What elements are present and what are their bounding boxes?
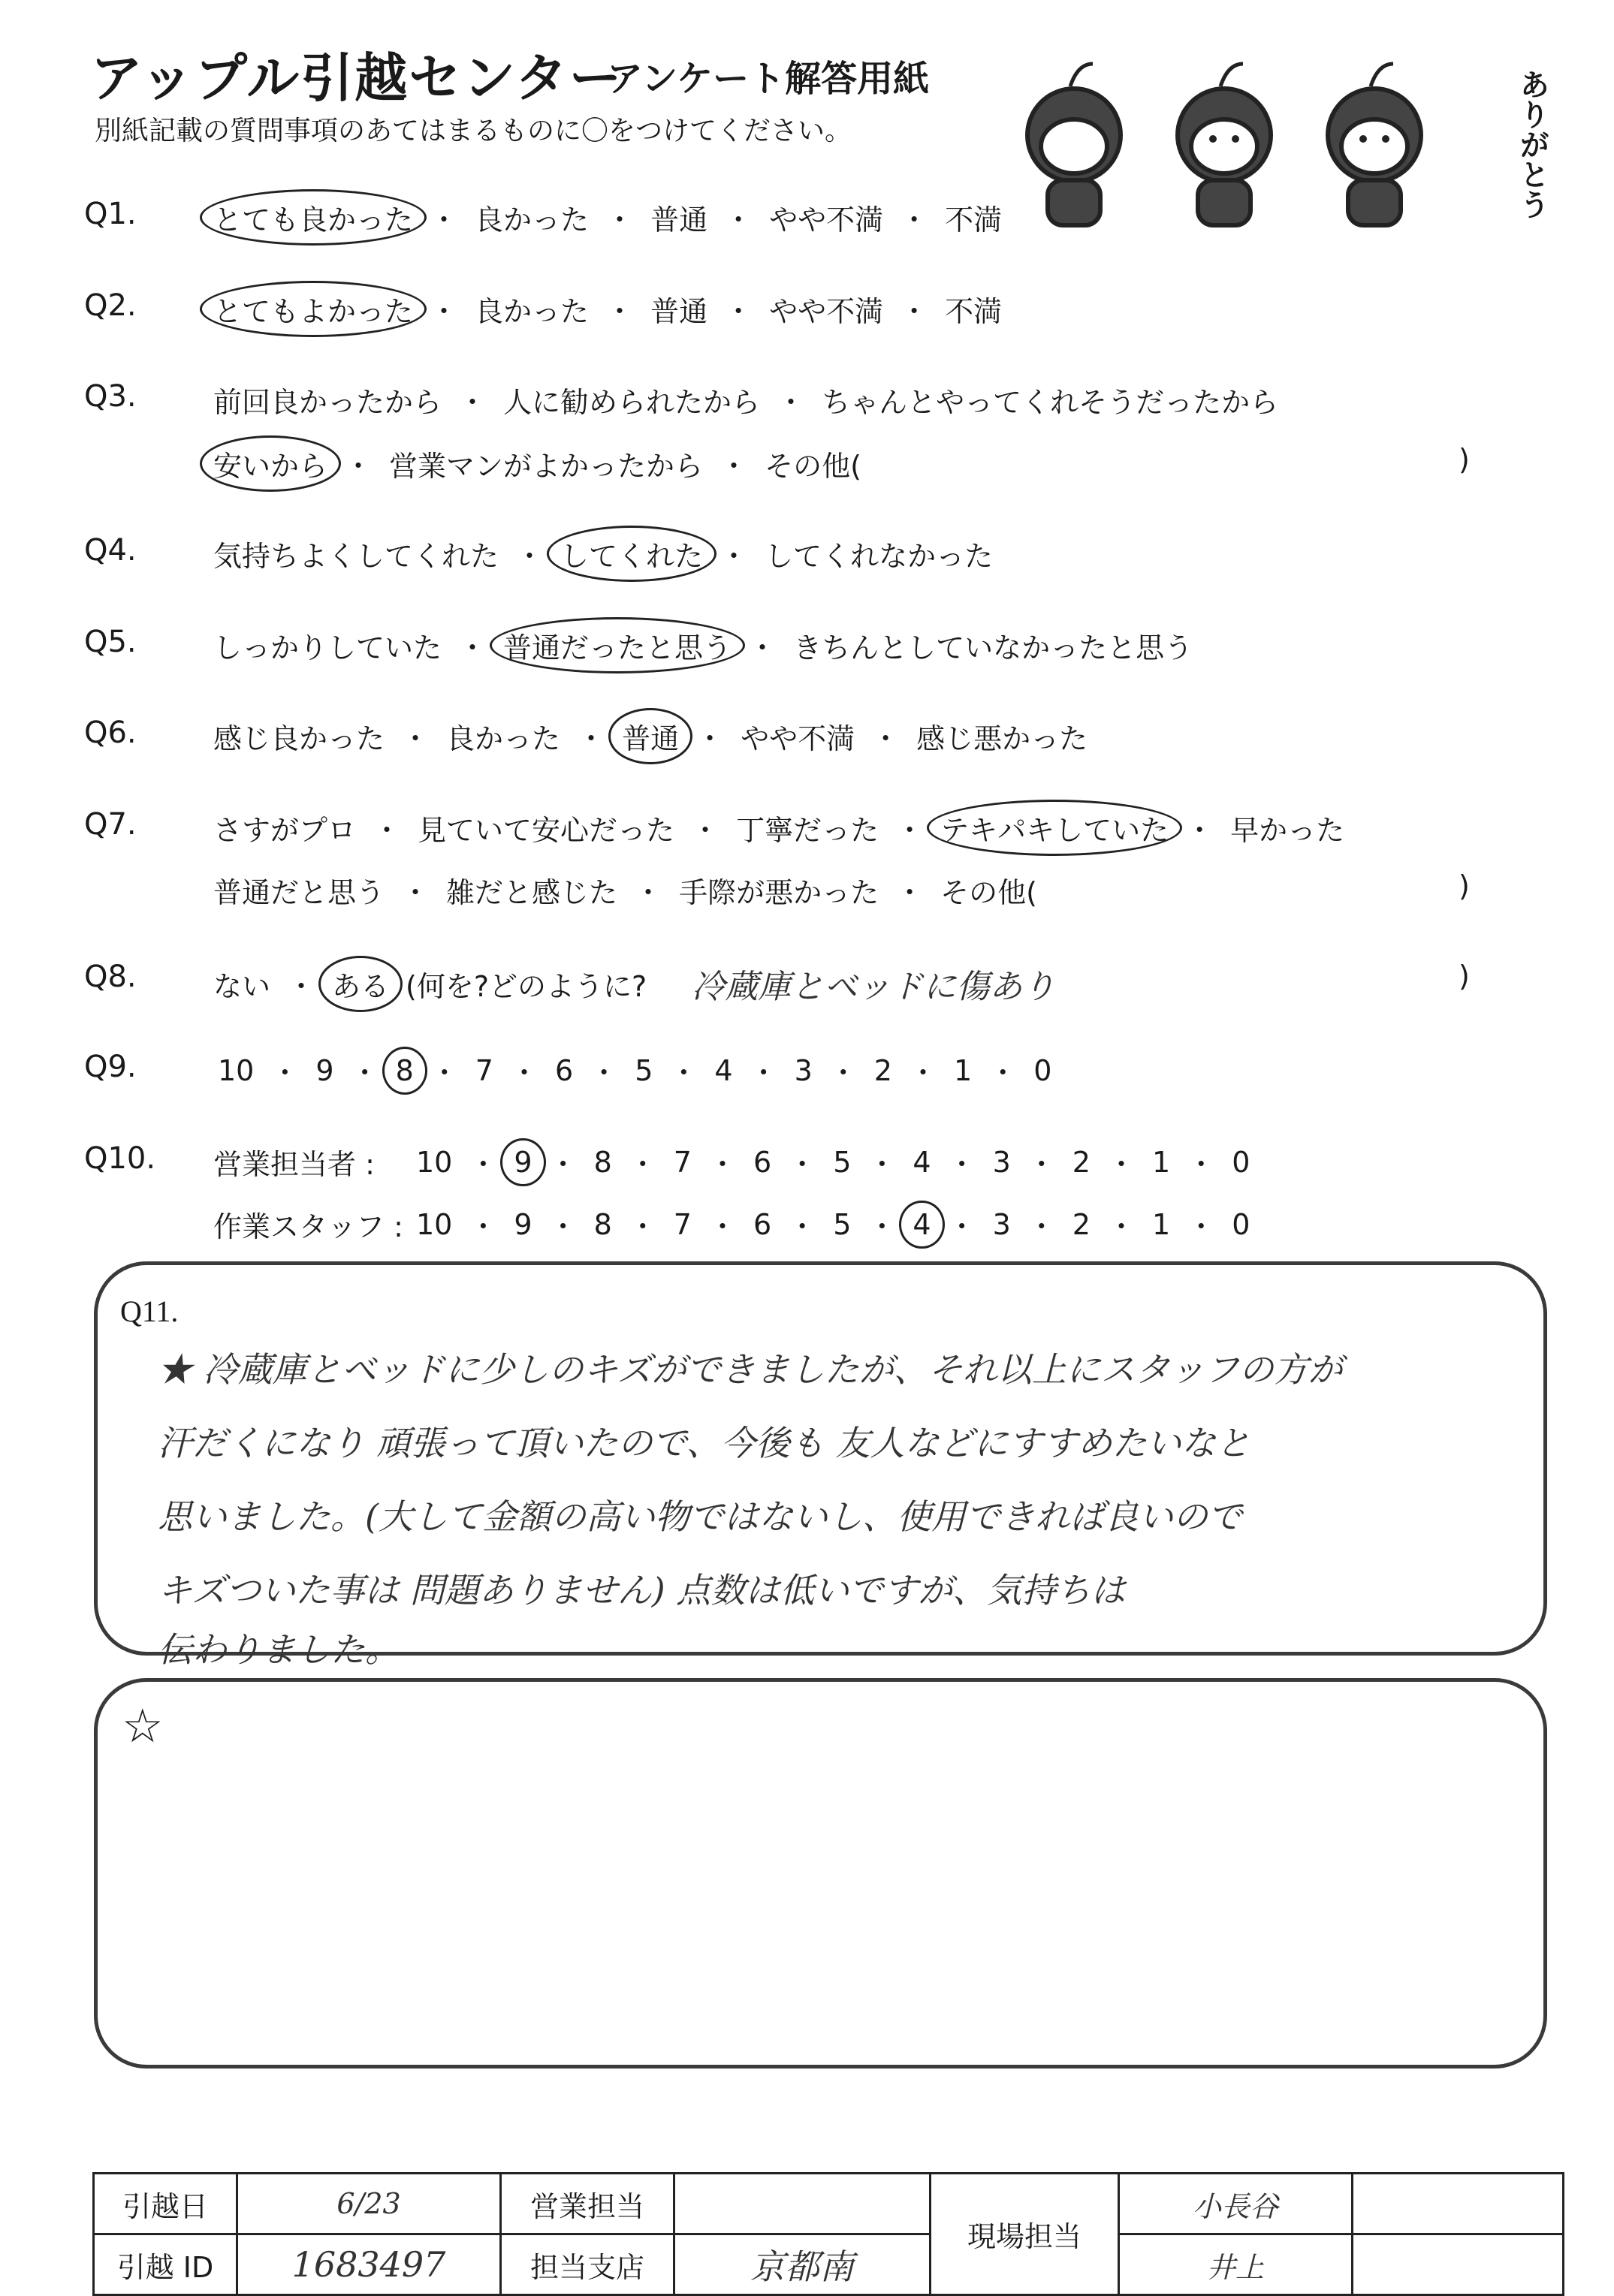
q2-option-2[interactable]: 良かった [475, 295, 590, 328]
q8-options: ない ・ ある (何を?どのように? 冷蔵庫とベッドに傷あり [213, 960, 1055, 1008]
q6-option-3[interactable]: 普通 [622, 716, 679, 757]
q9-value-7[interactable]: 7 [475, 1053, 493, 1087]
q11-line-4: キズついた事は 問題ありません) 点数は低いですが、気持ちは [158, 1570, 1126, 1611]
q3-option-4[interactable]: 安いから [213, 443, 327, 484]
q5-options: しっかりしていた ・ 普通だったと思う ・ きちんとしていなかったと思う [213, 625, 1193, 666]
q10-sales-7[interactable]: 7 [673, 1145, 692, 1179]
q10-staff-8[interactable]: 8 [593, 1207, 612, 1241]
q4-option-3[interactable]: してくれなかった [765, 540, 994, 573]
form-subtitle: アンケート解答用紙 [607, 58, 930, 100]
q10-sales-6[interactable]: 6 [753, 1145, 772, 1179]
q3-option-2[interactable]: 人に勧められたから [503, 386, 761, 419]
thanks-text: ありがとう [1515, 69, 1549, 219]
q8-option-2[interactable]: ある [332, 963, 389, 1005]
form-title: アップル引越センター [90, 47, 623, 109]
q1-option-3[interactable]: 普通 [650, 203, 708, 237]
mascot-group [1006, 45, 1472, 236]
q10-sales-row: 営業担当者 : 10 ・ 9 ・ 8 ・ 7 ・ 6 ・ 5 ・ 4 ・ 3 ・ 2 ・ 1 ・ 0 [213, 1141, 1250, 1183]
q2-label: Q2. [84, 288, 137, 323]
q10-staff-3[interactable]: 3 [992, 1207, 1011, 1241]
q1-options: とても良かった ・ 良かった ・ 普通 ・ やや不満 ・ 不満 [213, 197, 1002, 238]
q2-options: とてもよかった ・ 良かった ・ 普通 ・ やや不満 ・ 不満 [213, 288, 1002, 330]
branch-label: 担当支店 [501, 2234, 674, 2295]
move-date-label: 引越日 [94, 2174, 237, 2234]
q1-option-4[interactable]: やや不満 [769, 203, 884, 237]
q10-sales-9[interactable]: 9 [514, 1145, 532, 1179]
q10-sales-5[interactable]: 5 [833, 1145, 852, 1179]
q10-sales-2[interactable]: 2 [1072, 1145, 1091, 1179]
q8-answer: 冷蔵庫とベッドに傷あり [692, 968, 1056, 1006]
q7-close-paren: ) [1459, 869, 1470, 902]
q4-option-1[interactable]: 気持ちよくしてくれた [213, 540, 499, 573]
q10-staff-10[interactable]: 10 [416, 1207, 453, 1241]
q6-options: 感じ良かった ・ 良かった ・ 普通 ・ やや不満 ・ 感じ悪かった [213, 716, 1088, 757]
free-comment-box[interactable] [94, 1678, 1547, 2069]
q7-label: Q7. [84, 807, 137, 842]
q10-sales-label: 営業担当者 : [213, 1148, 375, 1181]
instruction-text: 別紙記載の質問事項のあてはまるものに〇をつけてください。 [95, 116, 852, 146]
q2-option-3[interactable]: 普通 [650, 295, 708, 328]
info-table [92, 2172, 1564, 2296]
q1-option-2[interactable]: 良かった [475, 203, 590, 237]
q2-option-5[interactable]: 不満 [945, 295, 1003, 328]
q7-options-line2: 普通だと思う ・ 雑だと感じた ・ 手際が悪かった ・ その他( [213, 869, 1037, 911]
q2-option-4[interactable]: やや不満 [769, 295, 884, 328]
q1-option-1[interactable]: とても良かった [213, 197, 413, 238]
q5-option-1[interactable]: しっかりしていた [213, 631, 442, 664]
q9-value-8[interactable]: 8 [395, 1053, 414, 1087]
q9-value-4[interactable]: 4 [714, 1053, 733, 1087]
q10-sales-0[interactable]: 0 [1232, 1145, 1250, 1179]
q7-option-7[interactable]: 雑だと感じた [446, 876, 618, 909]
q10-sales-4[interactable]: 4 [913, 1145, 931, 1179]
q10-staff-row: 作業スタッフ : 10 ・ 9 ・ 8 ・ 7 ・ 6 ・ 5 ・ 4 ・ 3 ・ 2 ・ 1 ・ 0 [213, 1204, 1250, 1245]
q3-label: Q3. [84, 379, 137, 414]
q10-staff-label: 作業スタッフ : [213, 1210, 403, 1243]
q9-value-0[interactable]: 0 [1033, 1053, 1052, 1087]
q10-sales-3[interactable]: 3 [992, 1145, 1011, 1179]
q10-sales-8[interactable]: 8 [593, 1145, 612, 1179]
q7-option-8[interactable]: 手際が悪かった [679, 876, 879, 909]
q6-label: Q6. [84, 716, 137, 750]
site-value-1: 小長谷 [1119, 2174, 1353, 2234]
q10-label: Q10. [84, 1141, 156, 1176]
star-icon: ☆ [122, 1698, 164, 1753]
q1-label: Q1. [84, 197, 137, 231]
q9-value-1[interactable]: 1 [954, 1053, 973, 1087]
q7-option-2[interactable]: 見ていて安心だった [418, 814, 675, 847]
q11-line-1: ★ 冷蔵庫とベッドに少しのキズができましたが、それ以上にスタッフの方が [158, 1349, 1343, 1390]
q10-staff-9[interactable]: 9 [514, 1207, 532, 1241]
q1-option-5[interactable]: 不満 [945, 203, 1003, 237]
q7-option-5[interactable]: 早かった [1230, 814, 1345, 847]
q5-label: Q5. [84, 625, 137, 659]
q4-option-2[interactable]: してくれた [560, 533, 703, 574]
q3-option-6[interactable]: その他( [765, 450, 861, 483]
q8-close-paren: ) [1459, 960, 1470, 993]
move-date-value: 6/23 [237, 2174, 501, 2234]
q11-label: Q11. [120, 1294, 179, 1328]
site-extra-1 [1353, 2174, 1564, 2234]
q6-option-4[interactable]: やや不満 [741, 722, 855, 755]
q6-option-1[interactable]: 感じ良かった [213, 722, 385, 755]
q5-option-3[interactable]: きちんとしていなかったと思う [793, 631, 1193, 664]
q9-value-9[interactable]: 9 [315, 1053, 334, 1087]
q4-label: Q4. [84, 533, 137, 568]
q9-value-6[interactable]: 6 [554, 1053, 574, 1087]
q3-options-line1: 前回良かったから ・ 人に勧められたから ・ ちゃんとやってくれそうだったから [213, 379, 1278, 420]
q7-option-4[interactable]: テキパキしていた [940, 807, 1169, 848]
move-id-value: 1683497 [237, 2234, 501, 2295]
q9-label: Q9. [84, 1050, 137, 1084]
q7-option-1[interactable]: さすがプロ [213, 814, 357, 847]
q4-options: 気持ちよくしてくれた ・ してくれた ・ してくれなかった [213, 533, 993, 574]
q6-option-5[interactable]: 感じ悪かった [916, 722, 1088, 755]
q10-sales-1[interactable]: 1 [1152, 1145, 1171, 1179]
q3-close-paren: ) [1459, 443, 1470, 476]
mascot-illustration [1006, 45, 1472, 233]
q2-option-1[interactable]: とてもよかった [213, 288, 413, 330]
q10-staff-2[interactable]: 2 [1072, 1207, 1091, 1241]
q11-comment-box[interactable] [94, 1261, 1547, 1670]
q10-staff-5[interactable]: 5 [833, 1207, 852, 1241]
q10-staff-4[interactable]: 4 [913, 1207, 931, 1241]
sales-label: 営業担当 [501, 2174, 674, 2234]
q3-option-5[interactable]: 営業マンがよかったから [389, 450, 704, 483]
q8-prompt: (何を?どのように? [406, 969, 647, 1003]
q10-staff-7[interactable]: 7 [673, 1207, 692, 1241]
sales-value [674, 2174, 931, 2234]
q10-staff-0[interactable]: 0 [1232, 1207, 1250, 1241]
q9-value-5[interactable]: 5 [635, 1053, 653, 1087]
site-label: 現場担当 [931, 2174, 1119, 2295]
q9-value-2[interactable]: 2 [873, 1053, 892, 1087]
q11-comment [158, 1333, 1525, 1672]
q3-option-3[interactable]: ちゃんとやってくれそうだったから [822, 386, 1279, 419]
q9-scale: 10 ・ 9 ・ 8 ・ 7 ・ 6 ・ 5 ・ 4 ・ 3 ・ 2 ・ 1 ・ 0 [218, 1053, 1052, 1089]
q11-line-3: 思いました。(大して金額の高い物ではないし、使用できれば良いので [158, 1496, 1242, 1537]
q9-value-10[interactable]: 10 [218, 1053, 255, 1087]
q6-option-2[interactable]: 良かった [446, 722, 561, 755]
q3-options-line2: 安いから ・ 営業マンがよかったから ・ その他( [213, 443, 861, 484]
site-extra-2 [1353, 2234, 1564, 2295]
q7-options-line1: さすがプロ ・ 見ていて安心だった ・ 丁寧だった ・ テキパキしていた ・ 早かった [213, 807, 1344, 848]
q7-option-6[interactable]: 普通だと思う [213, 876, 385, 909]
q7-option-9[interactable]: その他( [940, 876, 1037, 909]
site-value-2: 井上 [1119, 2234, 1353, 2295]
q8-option-1[interactable]: ない [213, 969, 271, 1003]
q7-option-3[interactable]: 丁寧だった [736, 814, 879, 847]
q5-option-2[interactable]: 普通だったと思う [503, 625, 732, 666]
q10-staff-1[interactable]: 1 [1152, 1207, 1171, 1241]
q11-line-5: 伝わりました。 [158, 1629, 400, 1670]
q10-staff-6[interactable]: 6 [753, 1207, 772, 1241]
q8-label: Q8. [84, 960, 137, 994]
q3-option-1[interactable]: 前回良かったから [213, 386, 442, 419]
move-id-label: 引越 ID [94, 2234, 237, 2295]
branch-value: 京都南 [674, 2234, 931, 2295]
q10-sales-10[interactable]: 10 [416, 1145, 453, 1179]
q9-value-3[interactable]: 3 [794, 1053, 813, 1087]
q11-line-2: 汗だくになり 頑張って頂いたので、今後も 友人などにすすめたいなと [158, 1423, 1250, 1463]
